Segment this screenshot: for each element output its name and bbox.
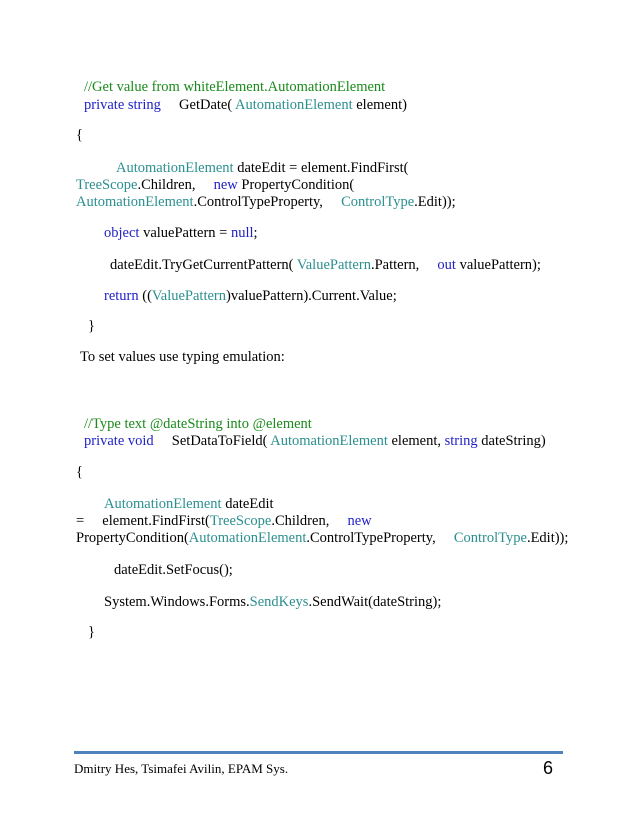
keyword: object bbox=[104, 225, 140, 241]
type-name: AutomationElement bbox=[270, 433, 388, 449]
keyword: private bbox=[84, 433, 125, 449]
code-line bbox=[104, 593, 441, 611]
code-text: .Edit)); bbox=[414, 194, 456, 210]
code-text: System.Windows.Forms. bbox=[104, 594, 250, 610]
keyword: null bbox=[230, 225, 254, 241]
code-text: (( bbox=[138, 288, 152, 304]
type-name: ControlType bbox=[341, 194, 415, 210]
code-text: .Children, bbox=[137, 177, 214, 193]
type-name: TreeScope bbox=[76, 177, 138, 193]
code-line bbox=[116, 159, 409, 177]
code-text: SetDataToField( bbox=[153, 433, 271, 449]
code-text: .Edit)); bbox=[526, 530, 569, 546]
code-text: element, bbox=[387, 433, 445, 449]
code-signature-setdatatofield bbox=[84, 432, 546, 450]
code-text: )valuePattern).Current.Value; bbox=[226, 288, 397, 304]
keyword: return bbox=[104, 288, 139, 304]
code-text: dateEdit = element.FindFirst( bbox=[233, 160, 409, 176]
code-open-brace: { bbox=[76, 127, 83, 143]
keyword: string bbox=[127, 97, 161, 113]
code-line bbox=[76, 193, 456, 211]
code-text: = element.FindFirst( bbox=[76, 513, 210, 529]
code-line bbox=[104, 287, 397, 305]
type-name: AutomationElement bbox=[76, 194, 194, 210]
code-line bbox=[104, 495, 274, 513]
code-text: dateString) bbox=[477, 433, 546, 449]
keyword: private bbox=[84, 97, 125, 113]
code-text: .ControlTypeProperty, bbox=[306, 530, 454, 546]
code-comment-get-value: //Get value from whiteElement.AutomationElement bbox=[84, 79, 386, 95]
keyword: new bbox=[213, 177, 238, 193]
code-text: PropertyCondition( bbox=[237, 177, 355, 193]
type-name: AutomationElement bbox=[235, 97, 353, 113]
code-close-brace: } bbox=[88, 624, 95, 640]
code-text: .SendWait(dateString); bbox=[308, 594, 442, 610]
code-line bbox=[76, 176, 354, 194]
type-name: AutomationElement bbox=[116, 160, 234, 176]
code-line bbox=[110, 256, 541, 274]
code-line: dateEdit.SetFocus(); bbox=[114, 562, 233, 578]
code-comment-type-text: //Type text @dateString into @element bbox=[84, 416, 312, 432]
body-paragraph: To set values use typing emulation: bbox=[80, 349, 285, 365]
type-name: ValuePattern bbox=[296, 257, 371, 273]
code-open-brace: { bbox=[76, 464, 83, 480]
code-line bbox=[104, 224, 258, 242]
keyword: void bbox=[127, 433, 154, 449]
code-text: dateEdit.TryGetCurrentPattern( bbox=[110, 257, 297, 273]
code-text: .Children, bbox=[271, 513, 348, 529]
type-name: AutomationElement bbox=[104, 496, 222, 512]
code-text: valuePattern = bbox=[139, 225, 231, 241]
code-text: element) bbox=[352, 97, 407, 113]
code-text: valuePattern); bbox=[455, 257, 541, 273]
code-line bbox=[76, 512, 372, 530]
type-name: ValuePattern bbox=[151, 288, 227, 304]
footer-authors: Dmitry Hes, Tsimafei Avilin, EPAM Sys. bbox=[74, 761, 289, 776]
code-text: PropertyCondition( bbox=[76, 530, 189, 546]
type-name: ControlType bbox=[453, 530, 527, 546]
code-close-brace: } bbox=[88, 318, 95, 334]
keyword: new bbox=[347, 513, 372, 529]
page-number: 6 bbox=[543, 758, 554, 778]
code-text: .ControlTypeProperty, bbox=[193, 194, 342, 210]
type-name: SendKeys bbox=[249, 594, 309, 610]
code-text: ; bbox=[253, 225, 258, 241]
code-text: .Pattern, bbox=[370, 257, 438, 273]
keyword: out bbox=[437, 257, 456, 273]
code-line bbox=[76, 529, 568, 547]
footer-rule bbox=[74, 751, 563, 754]
code-text: GetDate( bbox=[160, 97, 236, 113]
type-name: AutomationElement bbox=[188, 530, 307, 546]
code-text: dateEdit bbox=[221, 496, 274, 512]
type-name: TreeScope bbox=[209, 513, 272, 529]
keyword: string bbox=[444, 433, 478, 449]
code-signature-getdate bbox=[84, 96, 407, 114]
